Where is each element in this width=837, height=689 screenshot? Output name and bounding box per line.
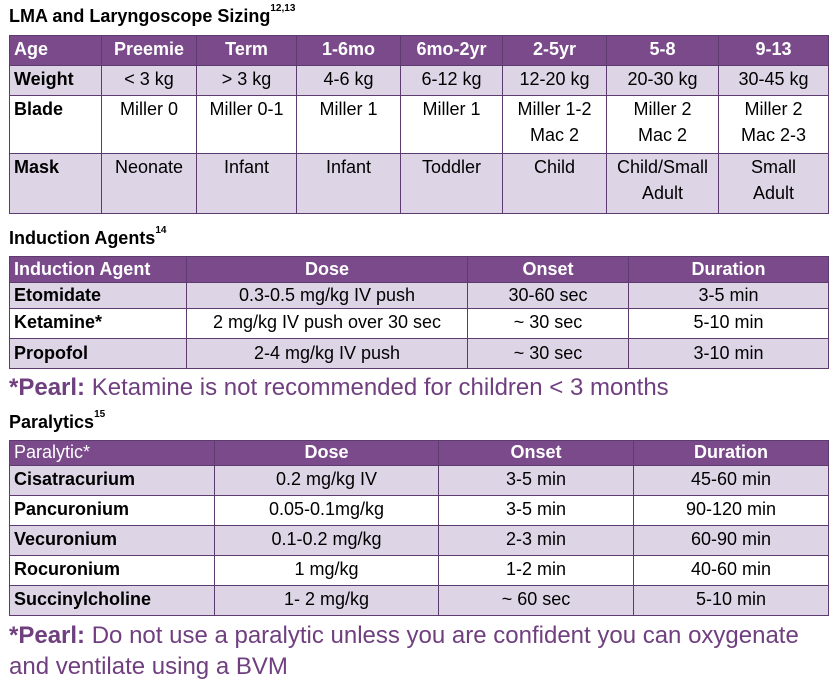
- pearl-label: *Pearl:: [9, 374, 86, 401]
- lma-table: [9, 35, 829, 214]
- table-cell: ~ 30 sec: [468, 309, 629, 339]
- paralytics-table: [9, 440, 829, 616]
- lma-header-9-13: 9-13: [719, 36, 829, 66]
- table-cell: Child/Small Adult: [607, 154, 719, 214]
- induction-header-dose: Dose: [187, 257, 468, 283]
- table-cell: Child: [503, 154, 607, 214]
- table-cell: 4-6 kg: [297, 66, 401, 96]
- induction-row-ketamine: [10, 309, 829, 339]
- row-label: Rocuronium: [10, 556, 215, 586]
- table-cell: 1-2 min: [439, 556, 634, 586]
- table-cell: ~ 30 sec: [468, 339, 629, 369]
- table-cell: 2-3 min: [439, 526, 634, 556]
- table-cell: 0.1-0.2 mg/kg: [215, 526, 439, 556]
- table-cell: ~ 60 sec: [439, 586, 634, 616]
- table-cell: 0.05-0.1mg/kg: [215, 496, 439, 526]
- paralytics-row-pancuronium: [10, 496, 829, 526]
- table-cell: 3-10 min: [629, 339, 829, 369]
- table-cell: 45-60 min: [634, 466, 829, 496]
- table-cell: Miller 1: [297, 96, 401, 154]
- paralytics-refs: 15: [94, 409, 106, 420]
- row-label: Ketamine*: [10, 309, 187, 339]
- row-label: Blade: [10, 96, 102, 154]
- table-cell: 40-60 min: [634, 556, 829, 586]
- induction-refs: 14: [155, 225, 167, 236]
- row-label: Propofol: [10, 339, 187, 369]
- paralytics-title-text: Paralytics: [9, 412, 95, 432]
- paralytics-section-title: [9, 409, 106, 433]
- row-label: Vecuronium: [10, 526, 215, 556]
- lma-header-6mo-2yr: 6mo-2yr: [401, 36, 503, 66]
- table-cell: 3-5 min: [439, 496, 634, 526]
- table-cell: Infant: [197, 154, 297, 214]
- table-cell: Miller 1-2 Mac 2: [503, 96, 607, 154]
- row-label: Cisatracurium: [10, 466, 215, 496]
- induction-section-title: [9, 225, 167, 249]
- row-label: Etomidate: [10, 283, 187, 309]
- table-cell: Miller 0-1: [197, 96, 297, 154]
- table-cell: 2 mg/kg IV push over 30 sec: [187, 309, 468, 339]
- table-cell: < 3 kg: [102, 66, 197, 96]
- table-cell: 20-30 kg: [607, 66, 719, 96]
- table-cell: 90-120 min: [634, 496, 829, 526]
- row-label: Mask: [10, 154, 102, 214]
- lma-header-2-5yr: 2-5yr: [503, 36, 607, 66]
- table-cell: Infant: [297, 154, 401, 214]
- lma-row-mask: [10, 154, 829, 214]
- lma-section-title: [9, 3, 296, 27]
- lma-header-5-8: 5-8: [607, 36, 719, 66]
- induction-row-propofol: [10, 339, 829, 369]
- table-cell: 1 mg/kg: [215, 556, 439, 586]
- table-cell: 12-20 kg: [503, 66, 607, 96]
- induction-header-onset: Onset: [468, 257, 629, 283]
- row-label: Pancuronium: [10, 496, 215, 526]
- table-cell: 6-12 kg: [401, 66, 503, 96]
- table-cell: 3-5 min: [439, 466, 634, 496]
- lma-row-weight: [10, 66, 829, 96]
- paralytics-row-cisatracurium: [10, 466, 829, 496]
- paralytics-row-rocuronium: [10, 556, 829, 586]
- table-cell: Small Adult: [719, 154, 829, 214]
- induction-header-agent: Induction Agent: [10, 257, 187, 283]
- lma-refs: 12,13: [270, 3, 296, 14]
- paralytics-header-onset: Onset: [439, 441, 634, 466]
- induction-title-text: Induction Agents: [9, 228, 156, 248]
- lma-title-text: LMA and Laryngoscope Sizing: [9, 6, 271, 26]
- table-cell: 2-4 mg/kg IV push: [187, 339, 468, 369]
- lma-header-1-6mo: 1-6mo: [297, 36, 401, 66]
- table-cell: 0.3-0.5 mg/kg IV push: [187, 283, 468, 309]
- table-cell: 3-5 min: [629, 283, 829, 309]
- table-cell: > 3 kg: [197, 66, 297, 96]
- table-cell: 5-10 min: [634, 586, 829, 616]
- row-label: Succinylcholine: [10, 586, 215, 616]
- pearl-text: Ketamine is not recommended for children < 3 months: [85, 374, 669, 401]
- table-cell: Miller 2 Mac 2-3: [719, 96, 829, 154]
- table-cell: 30-45 kg: [719, 66, 829, 96]
- table-cell: Miller 2 Mac 2: [607, 96, 719, 154]
- pearl-label: *Pearl:: [9, 622, 86, 649]
- paralytics-row-succinylcholine: [10, 586, 829, 616]
- induction-table: [9, 256, 829, 369]
- paralytics-header-paralytic: Paralytic*: [10, 441, 215, 466]
- paralytics-row-vecuronium: [10, 526, 829, 556]
- table-cell: Neonate: [102, 154, 197, 214]
- table-cell: 0.2 mg/kg IV: [215, 466, 439, 496]
- induction-row-etomidate: [10, 283, 829, 309]
- paralytics-header-duration: Duration: [634, 441, 829, 466]
- lma-header-preemie: Preemie: [102, 36, 197, 66]
- paralytics-header-dose: Dose: [215, 441, 439, 466]
- lma-row-blade: [10, 96, 829, 154]
- table-cell: Miller 1: [401, 96, 503, 154]
- induction-header-duration: Duration: [629, 257, 829, 283]
- pearl-text: Do not use a paralytic unless you are confident you can oxygenate and ventilate using a BVM: [9, 622, 799, 680]
- lma-header-age: Age: [10, 36, 102, 66]
- table-cell: Toddler: [401, 154, 503, 214]
- row-label: Weight: [10, 66, 102, 96]
- table-cell: 60-90 min: [634, 526, 829, 556]
- table-cell: 30-60 sec: [468, 283, 629, 309]
- table-cell: 5-10 min: [629, 309, 829, 339]
- induction-pearl-note: [9, 372, 669, 403]
- paralytics-pearl-note: [9, 620, 809, 682]
- lma-header-term: Term: [197, 36, 297, 66]
- table-cell: 1- 2 mg/kg: [215, 586, 439, 616]
- table-cell: Miller 0: [102, 96, 197, 154]
